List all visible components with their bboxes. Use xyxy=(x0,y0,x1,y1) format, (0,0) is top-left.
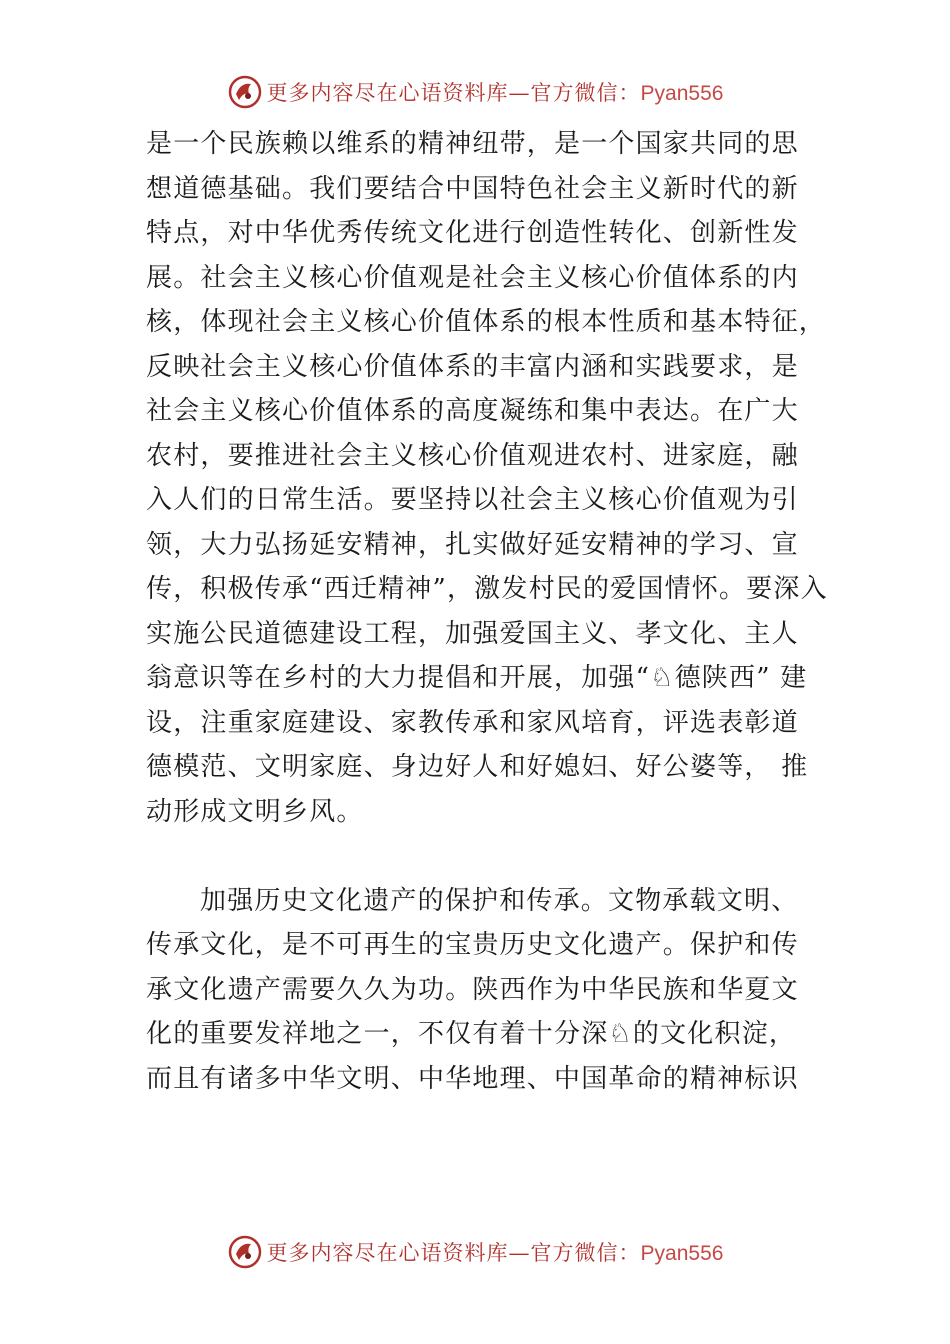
text-line: 传，积极传承“西迁精神”，激发村民的爱国情怀。要深入 xyxy=(146,574,828,604)
text-line: 德模范、文明家庭、身边好人和好媳妇、好公婆等， 推 xyxy=(146,752,809,782)
paragraph-2 xyxy=(146,879,836,1102)
banner-text: 更多内容尽在心语资料库—官方微信：Pyan556 xyxy=(266,1241,724,1265)
wechat-id: Pyan556 xyxy=(640,1242,724,1265)
text-line: 而且有诸多中华文明、中华地理、中国革命的精神标识 xyxy=(146,1063,799,1094)
text-line: 传承文化，是不可再生的宝贵历史文化遗产。保护和传 xyxy=(146,930,799,960)
logo-icon xyxy=(227,74,263,110)
paragraph-gap xyxy=(146,834,836,879)
text-line: 化的重要发祥地之一，不仅有着十分深♘的文化积淀， xyxy=(146,1019,797,1049)
text-line: 农村，要推进社会主义核心价值观进农村、进家庭，融 xyxy=(146,440,799,471)
text-line: 社会主义核心价值体系的高度凝练和集中表达。在广大 xyxy=(146,396,799,426)
footer-banner xyxy=(0,1230,950,1274)
text-line: 动形成文明乡风。 xyxy=(146,796,364,827)
text-line: 是一个民族赖以维系的精神纽带，是一个国家共同的思 xyxy=(146,129,799,159)
document-body xyxy=(146,122,836,1101)
text-line: 反映社会主义核心价值体系的丰富内涵和实践要求，是 xyxy=(146,351,799,382)
text-line: 想道德基础。我们要结合中国特色社会主义新时代的新 xyxy=(146,173,799,204)
header-banner xyxy=(0,70,950,114)
text-line: 展。社会主义核心价值观是社会主义核心价值体系的内 xyxy=(146,262,799,293)
text-line: 实施公民道德建设工程，加强爱国主义、孝文化、主人 xyxy=(146,618,799,649)
text-line: 入人们的日常生活。要坚持以社会主义核心价值观为引 xyxy=(146,485,799,515)
text-line: 核，体现社会主义核心价值体系的根本性质和基本特征， xyxy=(146,307,827,337)
text-line: 领，大力弘扬延安精神，扎实做好延安精神的学习、宣 xyxy=(146,529,799,560)
logo-icon xyxy=(227,1234,263,1270)
text-line: 翁意识等在乡村的大力提倡和开展，加强“♘德陕西” 建 xyxy=(146,663,808,693)
banner-text: 更多内容尽在心语资料库—官方微信：Pyan556 xyxy=(266,81,724,105)
text-line: 加强历史文化遗产的保护和传承。文物承载文明、 xyxy=(200,885,799,916)
text-line: 承文化遗产需要久久为功。陕西作为中华民族和华夏文 xyxy=(146,974,799,1005)
wechat-id: Pyan556 xyxy=(640,82,724,105)
paragraph-1 xyxy=(146,122,836,834)
text-line: 特点，对中华优秀传统文化进行创造性转化、创新性发 xyxy=(146,218,799,248)
text-line: 设，注重家庭建设、家教传承和家风培育，评选表彰道 xyxy=(146,707,799,738)
